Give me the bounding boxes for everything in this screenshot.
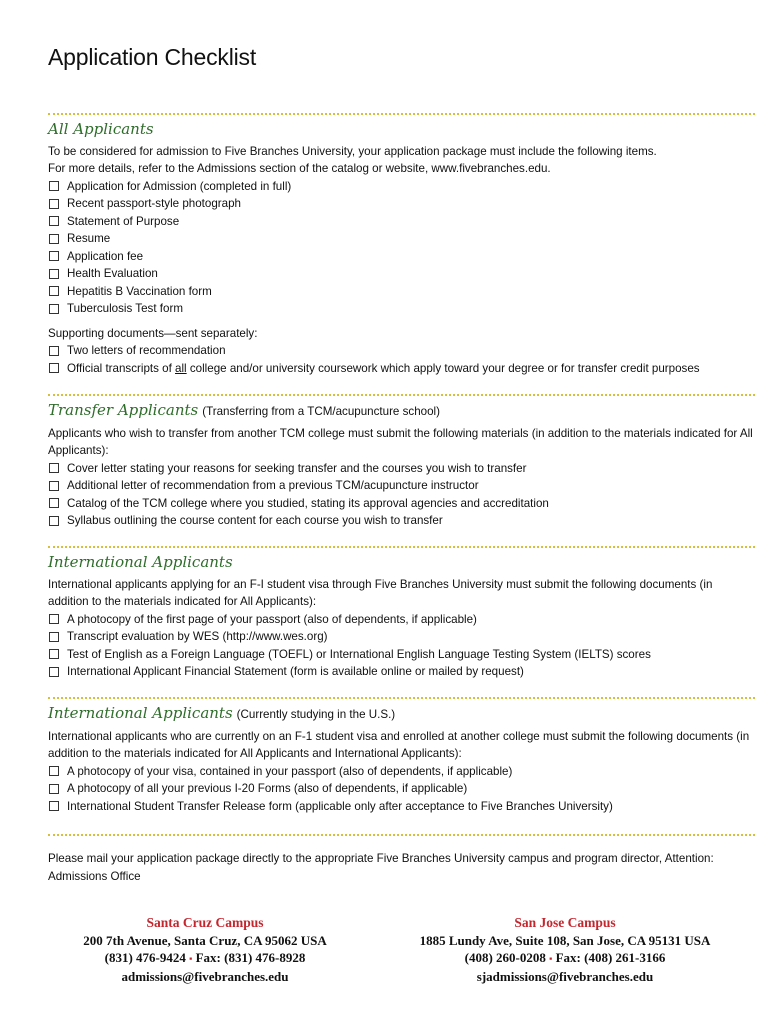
checklist [48, 178, 755, 318]
item-label: Cover letter stating your reasons for seeking transfer and the courses you wish to transfer [67, 461, 527, 475]
campus-san-jose [395, 914, 735, 985]
list-item [48, 195, 755, 213]
campus-contact [40, 949, 370, 968]
campus-contact [395, 949, 735, 968]
list-item [48, 300, 755, 318]
item-label-part: college and/or university coursework which apply toward your degree or for transfer credit purposes [186, 361, 700, 375]
list-item [48, 798, 755, 816]
mail-instructions: Please mail your application package directly to the appropriate Five Branches University campus and program director, Attention: Admissions Office [48, 852, 714, 883]
section-heading-note: (Currently studying in the U.S.) [236, 708, 396, 721]
checkbox[interactable] [49, 801, 59, 811]
section-heading-line [48, 402, 755, 421]
campus-name: Santa Cruz Campus [146, 915, 264, 930]
item-label: Application for Admission (completed in full) [67, 179, 292, 193]
list-item [48, 477, 755, 495]
item-label: Resume [67, 232, 111, 245]
item-label-part: Official transcripts of [67, 361, 176, 375]
divider [48, 546, 755, 548]
item-label: A photocopy of the first page of your passport (also of dependents, if applicable) [67, 612, 477, 626]
item-label: Application fee [67, 249, 144, 263]
checkbox[interactable] [49, 498, 59, 508]
intro-text: International applicants applying for an F-I student visa through Five Branches University must submit the following documents (in addition to the materials indicated for All Applicants): [48, 577, 713, 608]
checkbox[interactable] [49, 766, 59, 776]
list-item [48, 213, 755, 231]
section-transfer-applicants [48, 402, 755, 530]
item-label: Tuberculosis Test form [67, 302, 183, 315]
list-item [48, 230, 755, 248]
list-item [48, 460, 755, 478]
checkbox[interactable] [49, 632, 59, 642]
checkbox[interactable] [49, 286, 59, 296]
separator-icon: ▪ [189, 953, 193, 964]
list-item [48, 646, 755, 664]
section-heading-line [48, 554, 755, 572]
checklist [48, 611, 755, 681]
list-item [48, 178, 755, 196]
checkbox[interactable] [49, 216, 59, 226]
section-heading: All Applicants [48, 120, 154, 138]
page-title: Application Checklist [48, 44, 257, 70]
item-label: Recent passport-style photograph [67, 197, 242, 210]
list-item [48, 780, 755, 798]
campus-email[interactable]: sjadmissions@fivebranches.edu [476, 968, 654, 984]
checkbox[interactable] [49, 649, 59, 659]
intro-text: To be considered for admission to Five Branches University, your application package must include the following items. [48, 144, 657, 158]
list-item [48, 611, 755, 629]
item-label: Health Evaluation [67, 267, 158, 280]
campus-address: 200 7th Avenue, Santa Cruz, CA 95062 USA [83, 932, 327, 948]
campus-phone: (831) 476-9424 [104, 950, 186, 965]
checkbox[interactable] [49, 181, 59, 191]
item-label: A photocopy of all your previous I-20 Forms (also of dependents, if applicable) [67, 782, 468, 795]
list-item [48, 342, 755, 360]
item-label: Syllabus outlining the course content for each course you wish to transfer [67, 514, 443, 527]
campus-address: 1885 Lundy Ave, Suite 108, San Jose, CA 95131 USA [419, 932, 711, 948]
checkbox[interactable] [49, 199, 59, 209]
item-label [67, 360, 700, 378]
section-all-applicants [48, 121, 755, 377]
checkbox[interactable] [49, 481, 59, 491]
item-label: Two letters of recommendation [67, 344, 226, 357]
separator-icon: ▪ [549, 953, 553, 964]
checkbox[interactable] [49, 304, 59, 314]
item-label: Test of English as a Foreign Language (TOEFL) or International English Language Testing System (IELTS) scores [67, 647, 651, 661]
section-international-applicants [48, 554, 755, 681]
campus-name: San Jose Campus [514, 915, 616, 930]
checkbox[interactable] [49, 234, 59, 244]
checkbox[interactable] [49, 614, 59, 624]
item-label: International Applicant Financial Statement (form is available online or mailed by request) [67, 665, 524, 678]
item-label: A photocopy of your visa, contained in your passport (also of dependents, if applicable) [67, 764, 513, 778]
item-label: Catalog of the TCM college where you studied, stating its approval agencies and accreditation [67, 496, 549, 510]
checkbox[interactable] [49, 363, 59, 373]
list-item [48, 628, 755, 646]
section-heading: International Applicants [48, 553, 233, 571]
section-heading: Transfer Applicants [48, 401, 199, 419]
section-heading-note: (Transferring from a TCM/acupuncture school) [202, 405, 440, 418]
list-item [48, 495, 755, 513]
checklist [48, 763, 755, 816]
item-label: Statement of Purpose [67, 214, 180, 228]
checkbox[interactable] [49, 463, 59, 473]
divider [48, 113, 755, 115]
section-international-us-applicants [48, 705, 755, 815]
campus-email[interactable]: admissions@fivebranches.edu [121, 968, 289, 984]
campus-fax: Fax: (831) 476-8928 [195, 950, 306, 965]
campus-fax: Fax: (408) 261-3166 [555, 950, 666, 965]
list-item [48, 283, 755, 301]
list-item [48, 512, 755, 530]
divider [48, 834, 755, 836]
item-label: Additional letter of recommendation from a previous TCM/acupuncture instructor [67, 479, 479, 492]
list-item [48, 360, 755, 378]
list-item [48, 763, 755, 781]
campus-santa-cruz [40, 914, 370, 985]
list-item [48, 663, 755, 681]
section-heading: International Applicants [48, 704, 233, 722]
intro-text: Applicants who wish to transfer from another TCM college must submit the following materials (in addition to the materials indicated for All Applicants): [48, 426, 753, 457]
checklist [48, 460, 755, 530]
checkbox[interactable] [49, 784, 59, 794]
item-label: International Student Transfer Release form (applicable only after acceptance to Five Branches University) [67, 799, 613, 813]
intro-text: For more details, refer to the Admissions section of the catalog or website, www.fivebranches.edu. [48, 162, 551, 175]
section-heading-line [48, 705, 755, 724]
campus-phone: (408) 260-0208 [464, 950, 546, 965]
supporting-checklist [48, 342, 755, 377]
checkbox[interactable] [49, 269, 59, 279]
divider [48, 697, 755, 699]
section-heading-line [48, 121, 755, 139]
list-item [48, 248, 755, 266]
divider [48, 394, 755, 396]
item-label: Hepatitis B Vaccination form [67, 284, 212, 298]
item-label-emphasis: all [175, 361, 187, 375]
checkbox[interactable] [49, 346, 59, 356]
checkbox[interactable] [49, 667, 59, 677]
list-item [48, 265, 755, 283]
checkbox[interactable] [49, 251, 59, 261]
supporting-docs-label: Supporting documents—sent separately: [48, 326, 258, 340]
checkbox[interactable] [49, 516, 59, 526]
intro-text: International applicants who are currently on an F-1 student visa and enrolled at another college must submit the following documents (in addition to the materials indicated for All Applicants and International Applicants): [48, 729, 750, 760]
item-label: Transcript evaluation by WES (http://www.wes.org) [67, 630, 328, 643]
